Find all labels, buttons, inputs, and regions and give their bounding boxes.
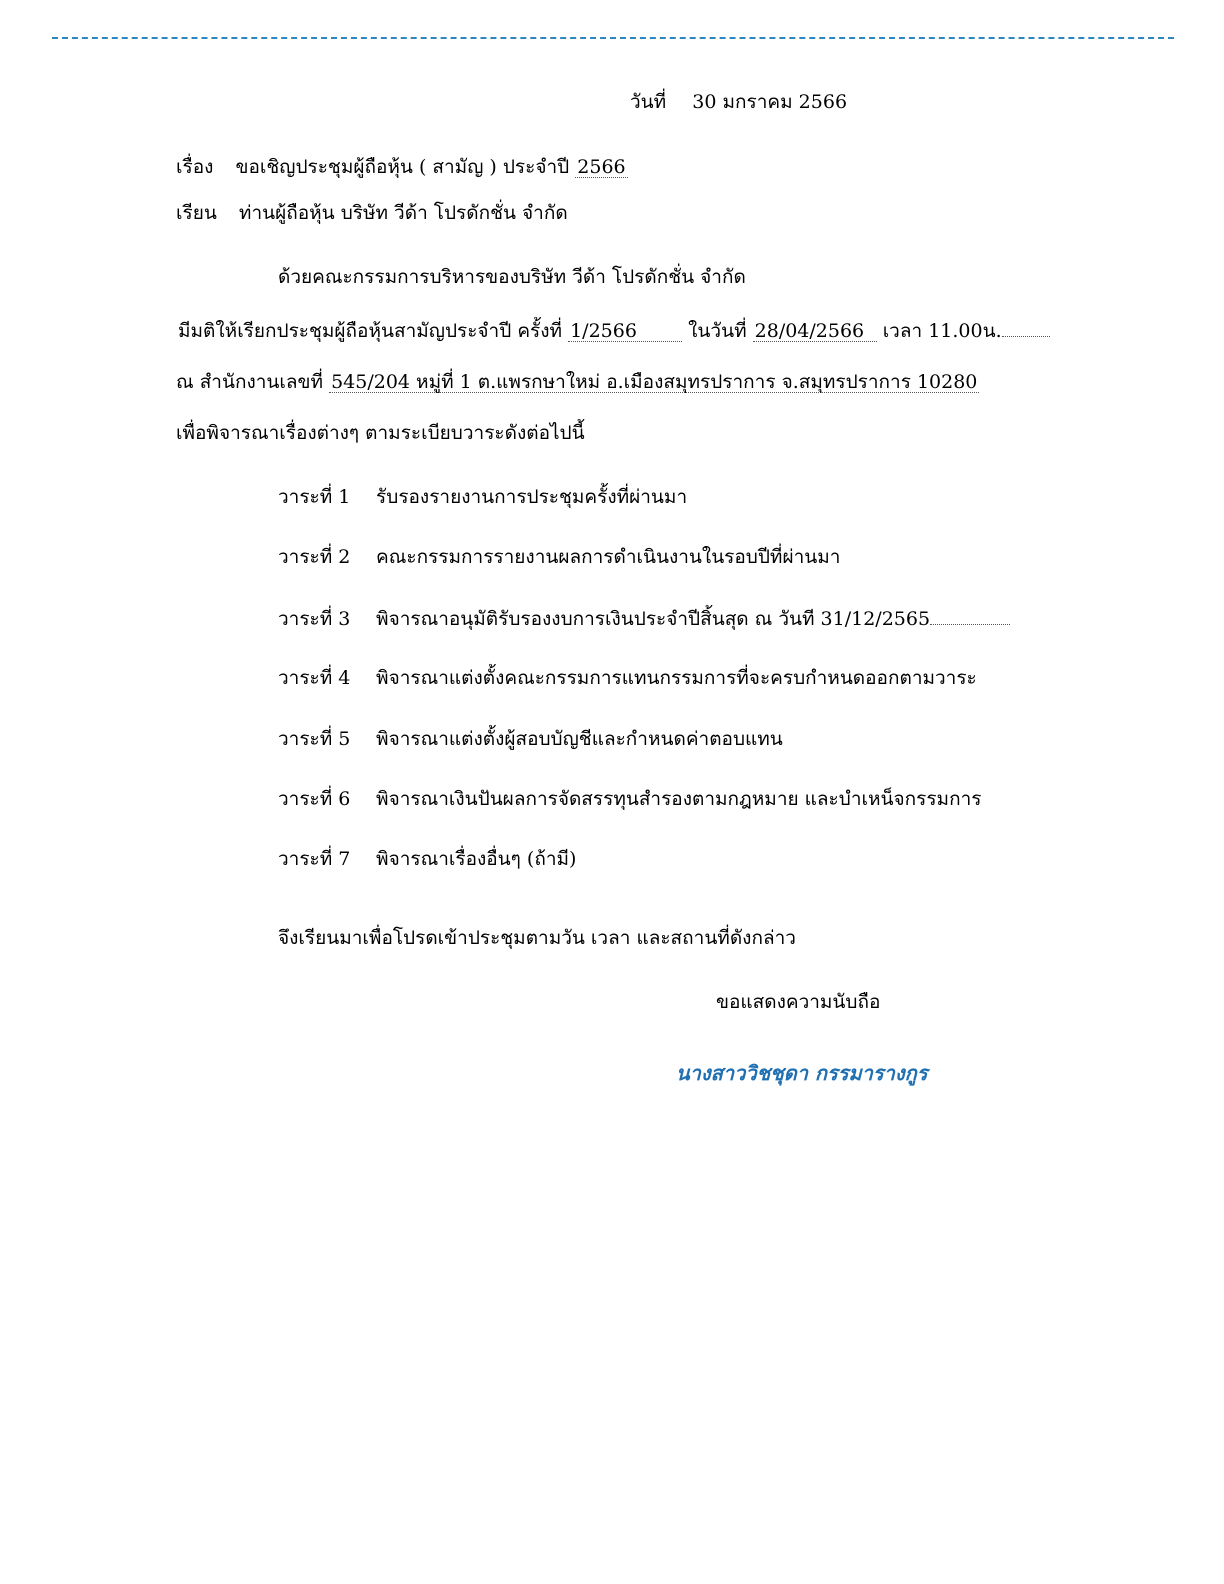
- address-line: [176, 370, 979, 394]
- office-address: 545/204 หมู่ที่ 1 ต.แพรกษาใหม่ อ.เมืองสมุทรปราการ จ.สมุทรปราการ 10280: [331, 371, 978, 393]
- meeting-number: 1/2566: [568, 321, 682, 342]
- invitation-text: จึงเรียนมาเพื่อโปรดเข้าประชุมตามวัน เวลา และสถานที่ดังกล่าว: [278, 927, 796, 949]
- purpose-text: เพื่อพิจารณาเรื่องต่างๆ ตามระเบียบวาระดังต่อไปนี้: [176, 422, 585, 444]
- agenda-item: [278, 606, 1010, 631]
- time-fill: [1002, 318, 1050, 337]
- meeting-time-label: เวลา: [882, 320, 923, 342]
- agenda-label: วาระที่ 2: [278, 546, 351, 568]
- agenda-item: [278, 666, 977, 690]
- resolution-line: [178, 318, 1050, 343]
- at-label: ณ: [176, 371, 194, 393]
- agenda-text: พิจารณาอนุมัติรับรองงบการเงินประจำปีสิ้นสุด ณ วันที 31/12/2565: [376, 608, 931, 630]
- agenda-text: พิจารณาเรื่องอื่นๆ (ถ้ามี): [376, 848, 577, 870]
- agenda-label: วาระที่ 1: [278, 486, 351, 508]
- meeting-time: 11.00น.: [928, 320, 1002, 342]
- subject-line: [176, 155, 628, 179]
- date-label: วันที่: [630, 91, 667, 113]
- invitation-line: [278, 926, 796, 950]
- office-label: สำนักงานเลขที่: [199, 371, 324, 393]
- regards-text: ขอแสดงความนับถือ: [716, 991, 881, 1013]
- agenda-text: พิจารณาแต่งตั้งคณะกรรมการแทนกรรมการที่จะครบกำหนดออกตามวาระ: [376, 667, 977, 689]
- top-dashed-rule: [52, 37, 1174, 39]
- agenda-label: วาระที่ 7: [278, 848, 351, 870]
- intro-text: ด้วยคณะกรรมการบริหารของบริษัท วีด้า โปรดักชั่น จำกัด: [278, 266, 746, 288]
- subject-year: 2566: [577, 156, 626, 178]
- agenda-item: [278, 485, 687, 509]
- agenda-fill: [930, 606, 1010, 625]
- date-value: 30 มกราคม 2566: [692, 91, 848, 113]
- agenda-item: [278, 847, 576, 871]
- purpose-line: [176, 421, 585, 445]
- agenda-item: [278, 787, 981, 811]
- subject-text: ขอเชิญประชุมผู้ถือหุ้น ( สามัญ ) ประจำปี: [235, 156, 570, 178]
- date-line: [630, 90, 847, 114]
- meeting-date-label: ในวันที่: [688, 320, 747, 342]
- salutation-text: ท่านผู้ถือหุ้น บริษัท วีด้า โปรดักชั่น จำกัด: [238, 202, 568, 224]
- agenda-item: [278, 727, 783, 751]
- subject-label: เรื่อง: [176, 156, 214, 178]
- salutation-label: เรียน: [176, 202, 217, 224]
- agenda-text: คณะกรรมการรายงานผลการดำเนินงานในรอบปีที่ผ่านมา: [376, 546, 841, 568]
- resolution-text: มีมติให้เรียกประชุมผู้ถือหุ้นสามัญประจำปี ครั้งที่: [178, 320, 563, 342]
- agenda-text: รับรองรายงานการประชุมครั้งที่ผ่านมา: [376, 486, 688, 508]
- agenda-label: วาระที่ 6: [278, 788, 351, 810]
- agenda-text: พิจารณาแต่งตั้งผู้สอบบัญชีและกำหนดค่าตอบแทน: [376, 728, 783, 750]
- agenda-label: วาระที่ 3: [278, 608, 351, 630]
- agenda-text: พิจารณาเงินปันผลการจัดสรรทุนสำรองตามกฎหมาย และบำเหน็จกรรมการ: [376, 788, 982, 810]
- agenda-label: วาระที่ 4: [278, 667, 351, 689]
- signatory-name: นางสาววิชชุดา กรรมารางกูร: [676, 1061, 928, 1085]
- meeting-date: 28/04/2566: [753, 321, 877, 342]
- intro-line: [278, 265, 746, 289]
- agenda-item: [278, 545, 840, 569]
- agenda-label: วาระที่ 5: [278, 728, 351, 750]
- salutation-line: [176, 201, 568, 225]
- regards-line: [716, 990, 880, 1014]
